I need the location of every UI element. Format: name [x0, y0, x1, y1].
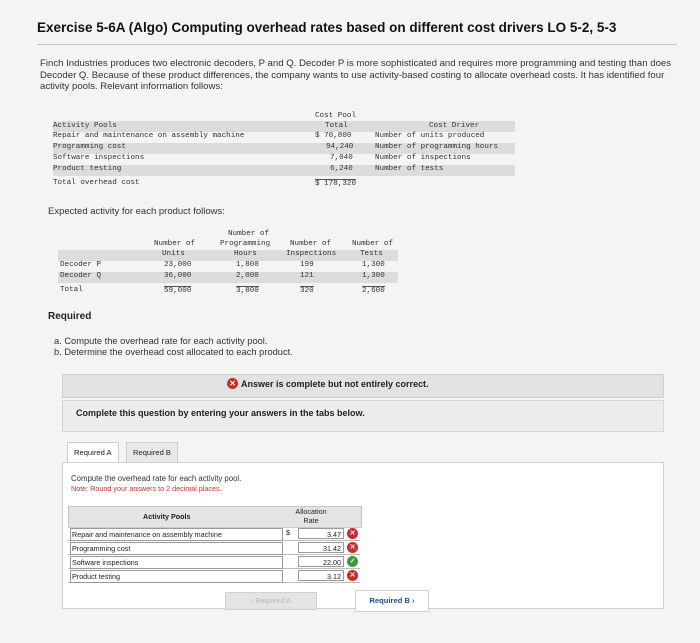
- header-prog-2: Programming: [220, 240, 271, 248]
- cell-prog: 2,000: [236, 272, 259, 280]
- activity-pool-name: Software inspections: [70, 556, 283, 569]
- cell-tests: 2,600: [362, 287, 385, 295]
- page-title: Exercise 5-6A (Algo) Computing overhead rates based on different cost drivers LO 5-2, 5-3: [37, 20, 617, 35]
- header-activity-pools: Activity Pools: [53, 122, 117, 130]
- instruction-text: Complete this question by entering your answers in the tabs below.: [76, 408, 365, 418]
- row-label: Decoder P: [60, 261, 102, 269]
- header-cost-pool: Cost Pool: [315, 112, 357, 120]
- cell-prog: 1,800: [236, 261, 259, 269]
- table-row-band: [58, 272, 398, 283]
- cell-insp: 199: [300, 261, 314, 269]
- header-insp-2: Inspections: [286, 250, 337, 258]
- expected-activity-label: Expected activity for each product follows:: [48, 206, 225, 217]
- pool-cost: 7,040: [330, 154, 353, 162]
- row-label: Decoder Q: [60, 272, 102, 280]
- header-total: Total: [325, 122, 348, 130]
- total-label: Total overhead cost: [53, 179, 140, 187]
- row-label: Total: [60, 286, 83, 294]
- rate-input[interactable]: 3.12: [298, 570, 344, 581]
- activity-table: [58, 230, 398, 300]
- cell-insp: 320: [300, 287, 314, 295]
- answer-header-row: [68, 506, 362, 528]
- answer-row: [68, 541, 360, 555]
- answer-row: [68, 569, 360, 583]
- header-rate: Rate: [303, 516, 319, 525]
- header-tests-2: Tests: [360, 250, 383, 258]
- pool-name: Software inspections: [53, 154, 145, 162]
- cell-insp: 121: [300, 272, 314, 280]
- cell-units: 23,000: [164, 261, 192, 269]
- dollar-sign: $: [286, 528, 290, 537]
- header-cost-driver: Cost Driver: [429, 122, 480, 130]
- correct-icon: ✓: [347, 556, 358, 567]
- pool-cost: $ 70,800: [315, 132, 352, 140]
- incorrect-icon: ✕: [347, 528, 358, 539]
- tab-required-b[interactable]: Required B: [126, 442, 178, 464]
- header-insp-1: Number of: [290, 240, 332, 248]
- tab-required-a[interactable]: Required A: [67, 442, 119, 464]
- incorrect-icon: ✕: [347, 542, 358, 553]
- divider: [37, 44, 677, 45]
- table-row-band: [58, 250, 398, 261]
- cell-units: 36,000: [164, 272, 192, 280]
- required-b-text: b. Determine the overhead cost allocated to each product.: [54, 347, 293, 357]
- cost-pool-table: [53, 112, 518, 192]
- pool-driver: Number of programming hours: [375, 143, 499, 151]
- header-tests-1: Number of: [352, 240, 394, 248]
- cell-prog: 3,800: [236, 287, 259, 295]
- pool-driver: Number of inspections: [375, 154, 471, 162]
- incorrect-icon: ✕: [347, 570, 358, 581]
- header-units-2: Units: [162, 250, 185, 258]
- rate-input[interactable]: 22.00: [298, 556, 344, 567]
- pool-name: Product testing: [53, 165, 122, 173]
- activity-pool-name: Repair and maintenance on assembly machine: [70, 528, 283, 541]
- answer-status-text: Answer is complete but not entirely correct.: [241, 379, 429, 389]
- rounding-note: Note: Round your answers to 2 decimal places.: [71, 484, 222, 493]
- pool-driver: Number of tests: [375, 165, 444, 173]
- total-value: $ 178,320: [315, 180, 357, 188]
- required-heading: Required: [48, 311, 92, 322]
- pool-name: Programming cost: [53, 143, 126, 151]
- header-prog-1: Number of: [228, 230, 270, 238]
- pool-cost: 94,240: [326, 143, 354, 151]
- x-circle-icon: ✕: [227, 378, 238, 389]
- panel-instruction: Compute the overhead rate for each activity pool.: [71, 474, 242, 483]
- activity-pool-name: Product testing: [70, 570, 283, 583]
- intro-text: Finch Industries produces two electronic decoders, P and Q. Decoder P is more sophisticated and requires more programming and testing than does Decoder Q. Because of these product differences, the company wants to use activity-based costing to allocate overhead costs. It has identified four activity pools. Relevant information follows:: [40, 58, 672, 92]
- rate-input[interactable]: 31.42: [298, 542, 344, 553]
- table-row-band: [53, 165, 515, 176]
- cell-units: 59,000: [164, 287, 192, 295]
- cell-tests: 1,300: [362, 261, 385, 269]
- answer-row: [68, 555, 360, 569]
- pool-cost: 6,240: [330, 165, 353, 173]
- header-activity-pools: Activity Pools: [143, 512, 191, 521]
- header-units-1: Number of: [154, 240, 196, 248]
- header-allocation: Allocation: [295, 507, 327, 516]
- cell-tests: 1,300: [362, 272, 385, 280]
- activity-pool-name: Programming cost: [70, 542, 283, 555]
- rate-input[interactable]: 3.47: [298, 528, 344, 539]
- tab-bar: [62, 442, 662, 464]
- answer-table: [68, 506, 360, 584]
- prev-required-a-button[interactable]: ‹ Required A: [225, 592, 317, 610]
- next-required-b-button[interactable]: Required B ›: [355, 590, 429, 612]
- required-a-text: a. Compute the overhead rate for each activity pool.: [54, 336, 268, 346]
- header-prog-3: Hours: [234, 250, 257, 258]
- pool-name: Repair and maintenance on assembly machine: [53, 132, 245, 140]
- answer-row: [68, 527, 360, 541]
- pool-driver: Number of units produced: [375, 132, 485, 140]
